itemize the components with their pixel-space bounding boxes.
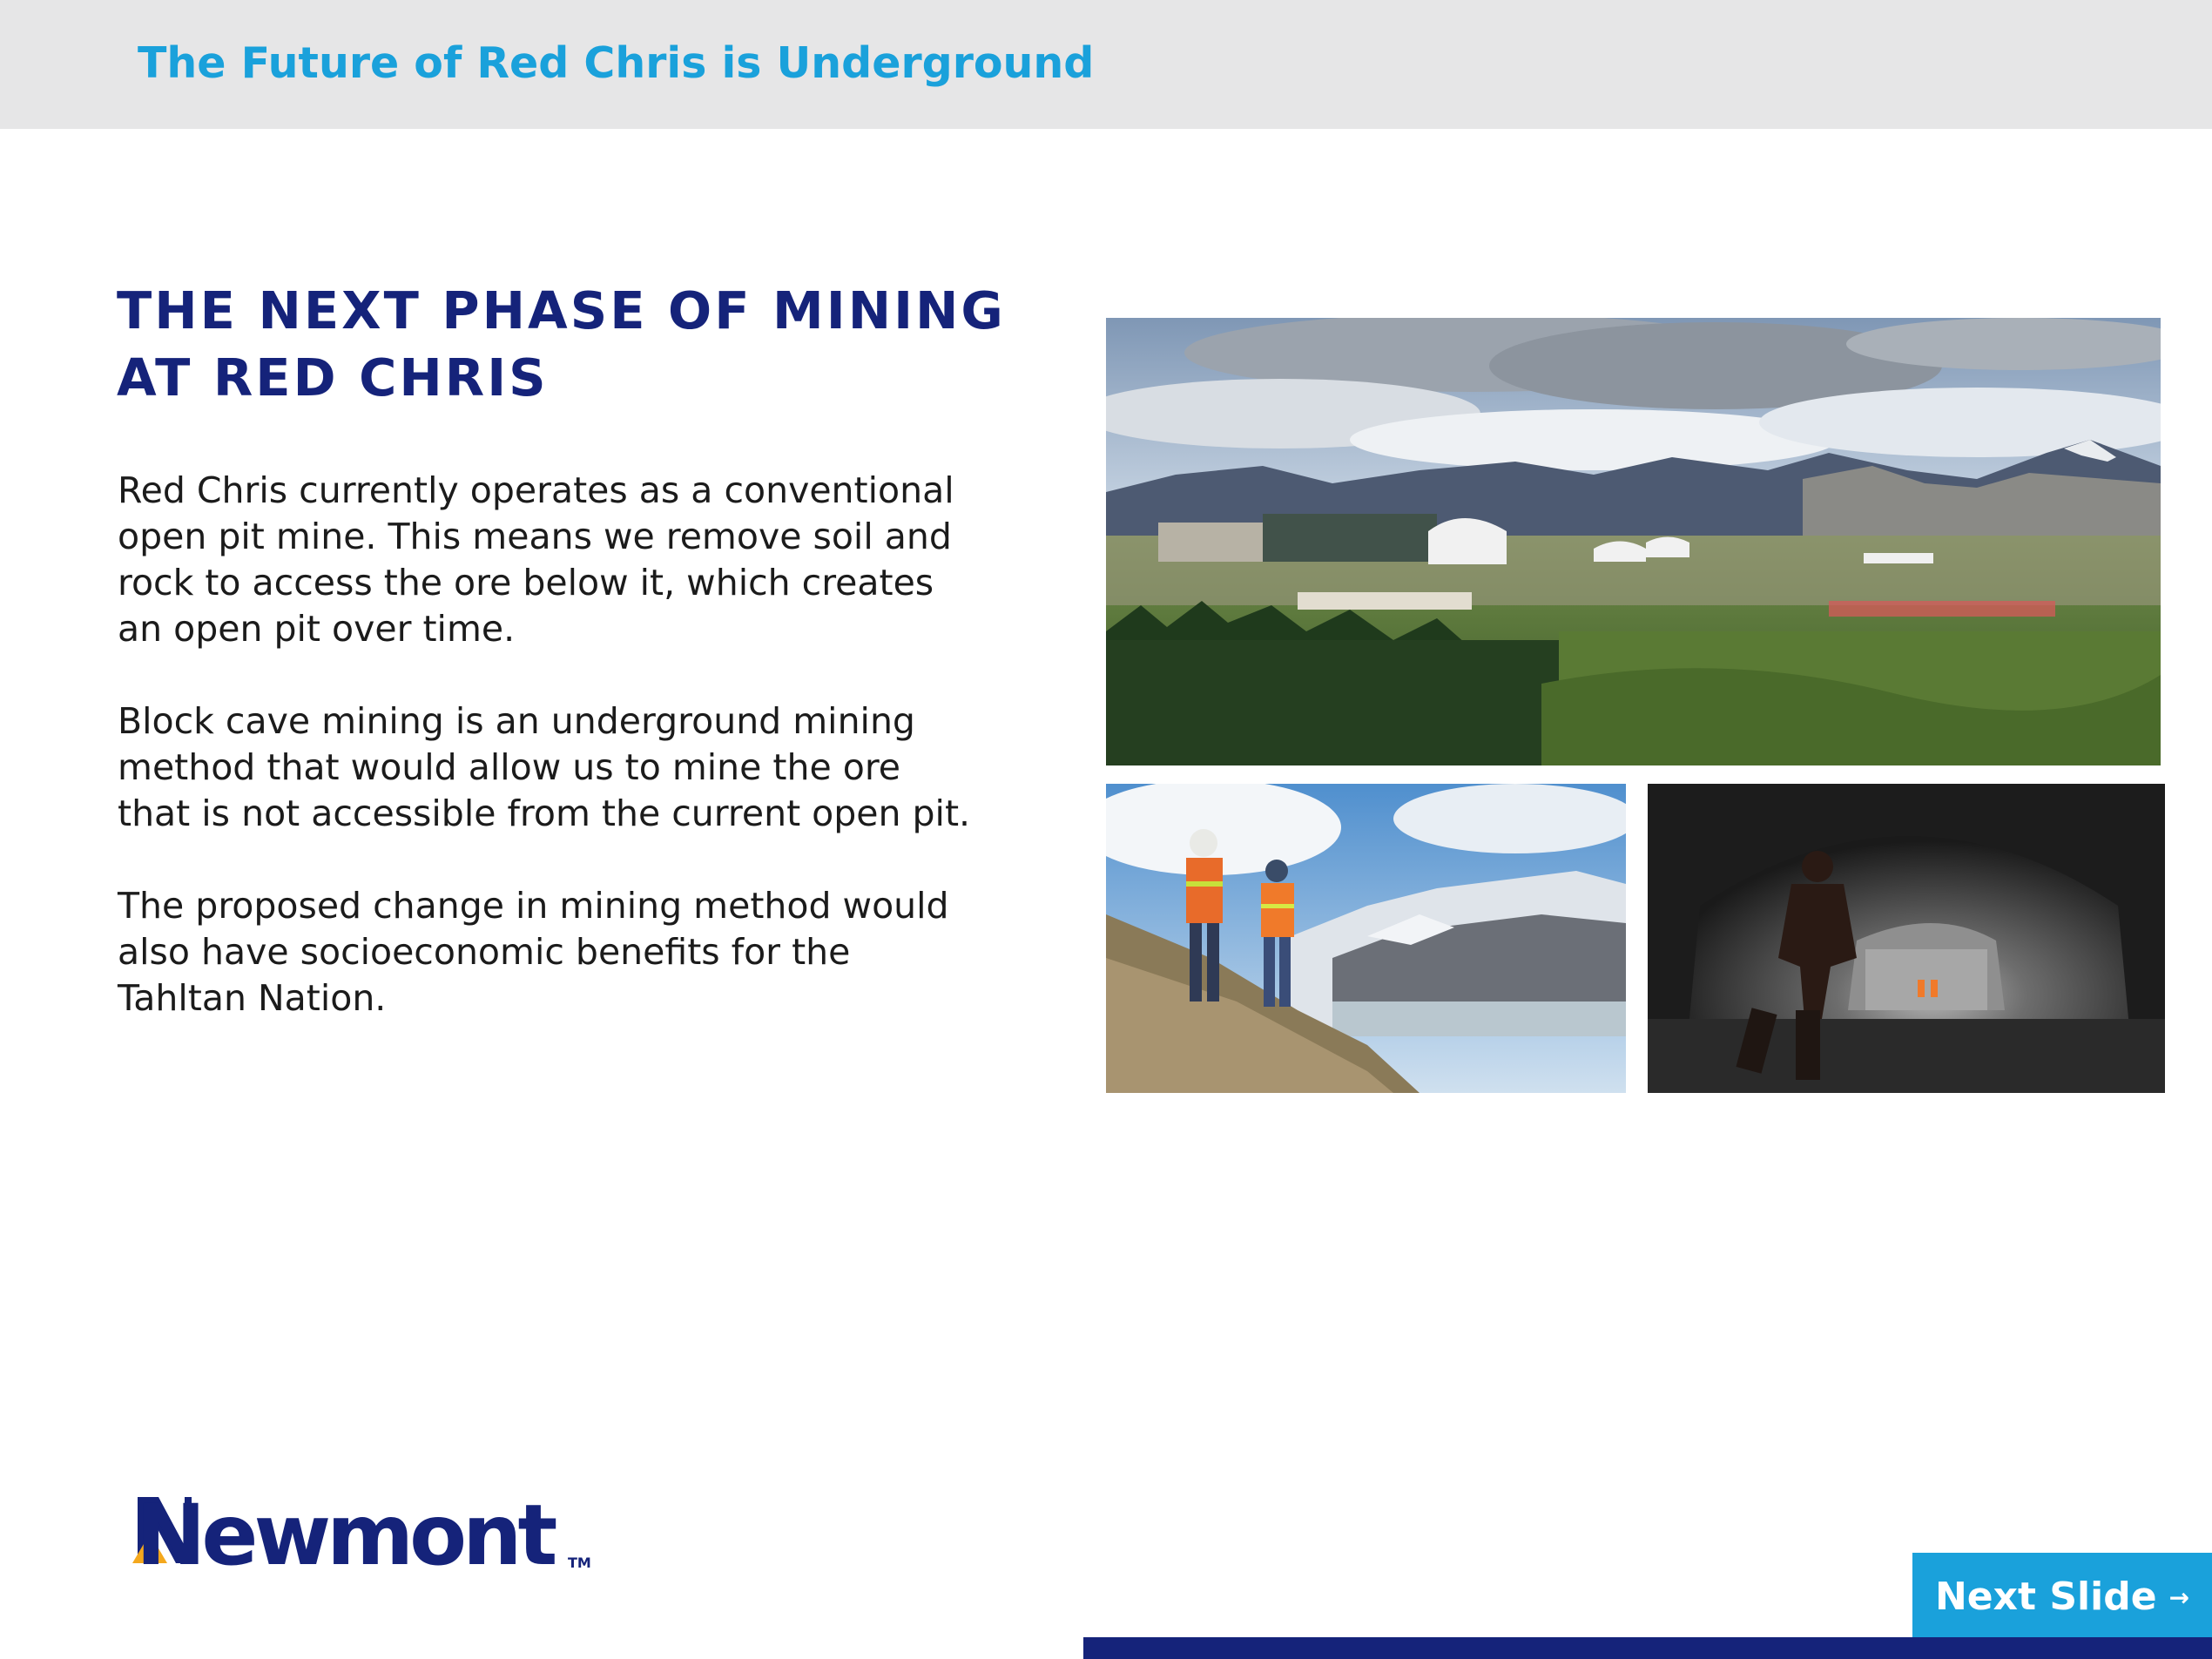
newmont-logo xyxy=(131,1487,601,1584)
next-slide-label: Next Slide xyxy=(1934,1574,2157,1619)
body-text xyxy=(118,468,980,1068)
header-bar xyxy=(0,0,2212,129)
section-heading: THE NEXT PHASE OF MINING AT RED CHRIS xyxy=(117,280,1006,408)
paragraph-socioeconomic: The proposed change in mining method would also have socioeconomic benefits for the Tahltan Nation. xyxy=(118,885,949,1019)
paragraph-block-cave: Block cave mining is an underground mining method that would allow us to mine the ore that is not accessible from the current open pit. xyxy=(118,700,971,834)
workers-on-hillside-photo xyxy=(1106,784,1626,1093)
next-slide-button[interactable] xyxy=(1912,1553,2212,1640)
arrow-right-icon: → xyxy=(2168,1582,2190,1612)
logo-trademark: TM xyxy=(568,1554,591,1571)
mine-site-landscape-photo xyxy=(1106,318,2161,765)
bottom-accent-bar xyxy=(1083,1637,2212,1659)
slide-title: The Future of Red Chris is Underground xyxy=(138,38,1095,88)
underground-tunnel-photo xyxy=(1648,784,2165,1093)
paragraph-open-pit: Red Chris currently operates as a conventional open pit mine. This means we remove soil and rock to access the ore below it, which creates an open pit over time. xyxy=(118,469,954,650)
logo-wordmark: Newmont xyxy=(136,1487,554,1584)
